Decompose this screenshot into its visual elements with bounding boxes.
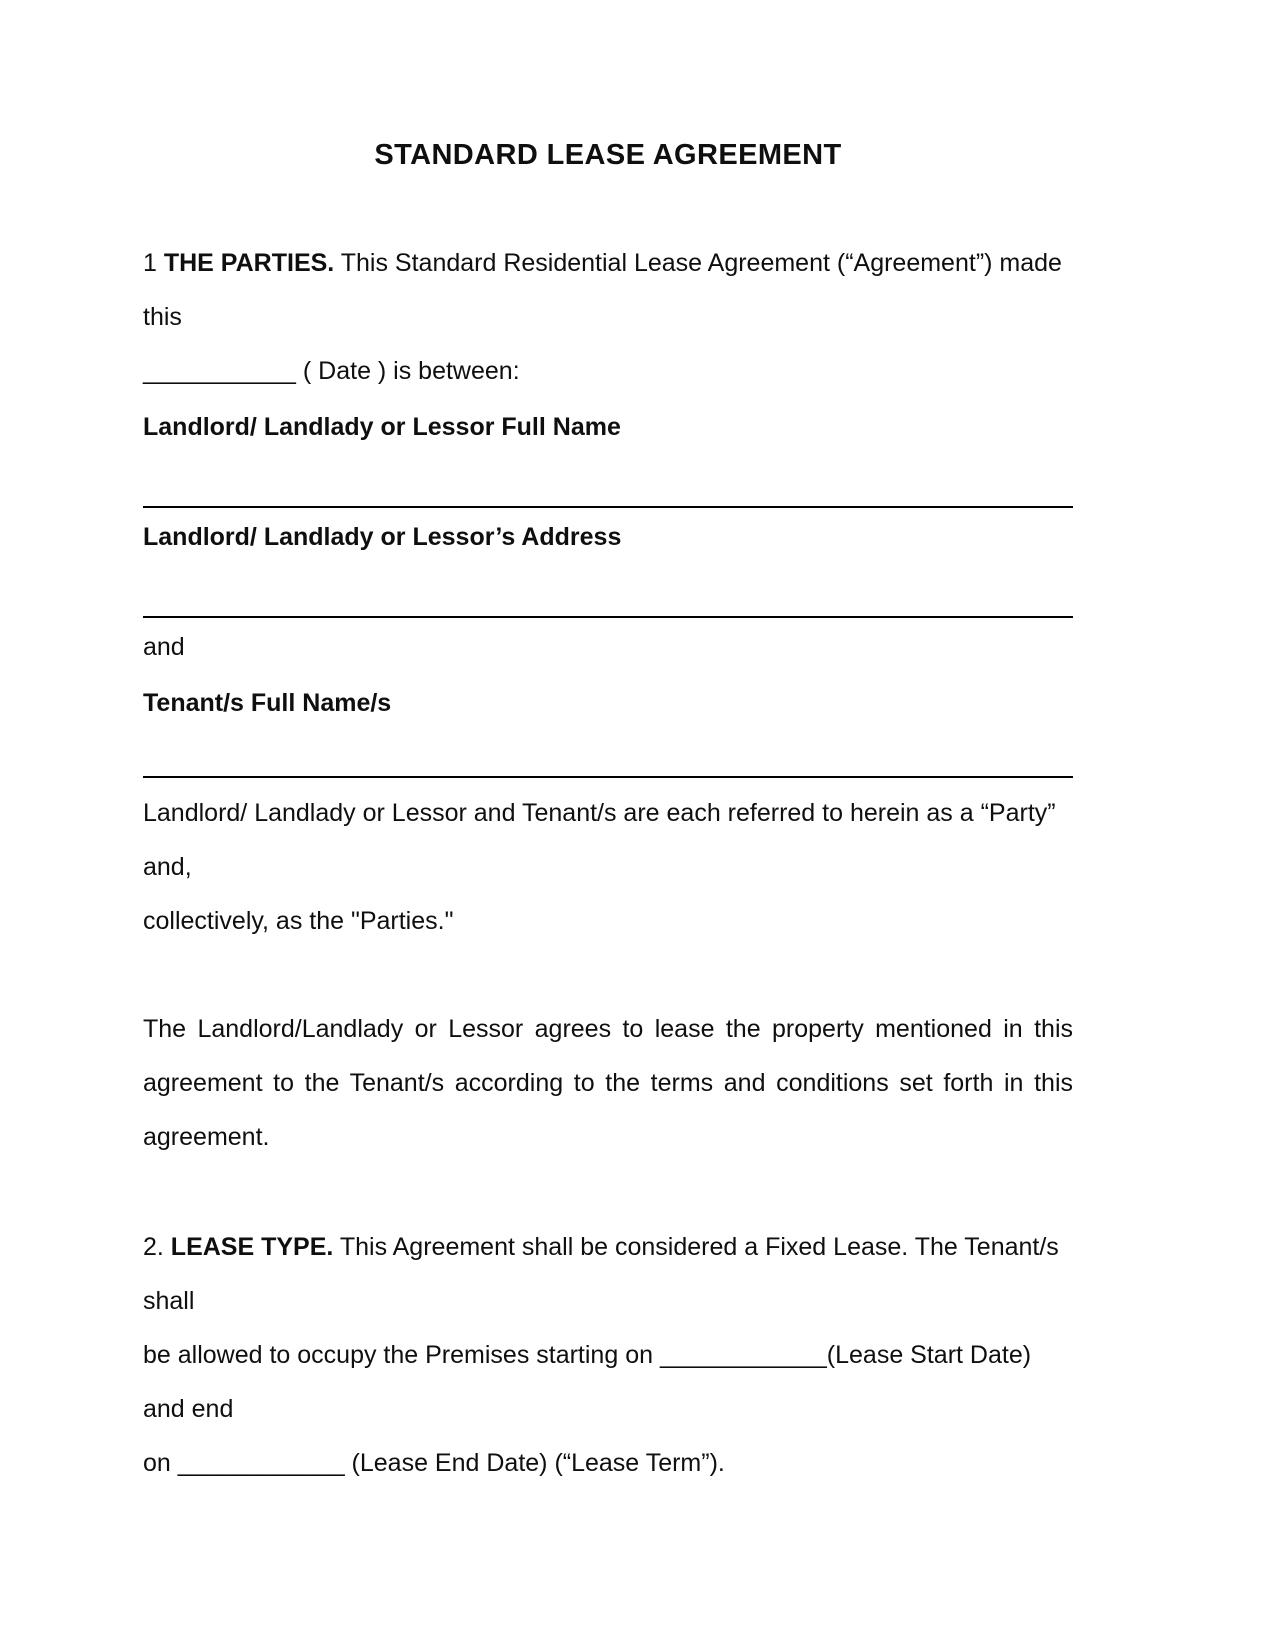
- lease-start-date-text: be allowed to occupy the Premises starting on ____________(Lease Start Date) and end: [143, 1341, 1032, 1423]
- landlord-name-blank-line: [143, 506, 1073, 508]
- landlord-name-label: Landlord/ Landlady or Lessor Full Name: [143, 413, 621, 441]
- and-text: and: [143, 633, 185, 661]
- section-1-intro-text: This Standard Residential Lease Agreement (“Agreement”) made this: [143, 249, 1062, 331]
- section-2-intro-text: This Agreement shall be considered a Fixed Lease. The Tenant/s shall: [143, 1233, 1059, 1315]
- tenant-name-label: Tenant/s Full Name/s: [143, 689, 392, 717]
- section-1-number: 1: [143, 249, 164, 277]
- lease-grant-line-3: agreement.: [143, 1123, 270, 1151]
- lease-grant-line-2: agreement to the Tenant/s according to the terms and conditions set forth in this: [143, 1069, 1073, 1097]
- section-1-heading: THE PARTIES.: [163, 249, 335, 277]
- section-2-heading: LEASE TYPE.: [170, 1233, 334, 1261]
- lease-grant-paragraph: [143, 1002, 1073, 1164]
- section-2-lease-type-paragraph: [143, 1220, 1073, 1490]
- parties-definition-line-2: collectively, as the "Parties.": [143, 907, 454, 935]
- landlord-address-label: Landlord/ Landlady or Lessor’s Address: [143, 523, 622, 551]
- section-2-number: 2.: [143, 1233, 171, 1261]
- lease-grant-line-1: The Landlord/Landlady or Lessor agrees to lease the property mentioned in this: [143, 1015, 1073, 1043]
- parties-definition-line-1: Landlord/ Landlady or Lessor and Tenant/s are each referred to herein as a “Party” and,: [143, 799, 1056, 881]
- document-title: STANDARD LEASE AGREEMENT: [374, 139, 842, 171]
- lease-end-date-text: on ____________ (Lease End Date) (“Lease Term”).: [143, 1449, 725, 1477]
- landlord-address-blank-line: [143, 616, 1073, 618]
- parties-definition-paragraph: [143, 786, 1073, 948]
- date-blank-text: ___________ ( Date ) is between:: [143, 357, 520, 385]
- section-1-the-parties-paragraph: [143, 236, 1073, 398]
- tenant-name-blank-line: [143, 776, 1073, 778]
